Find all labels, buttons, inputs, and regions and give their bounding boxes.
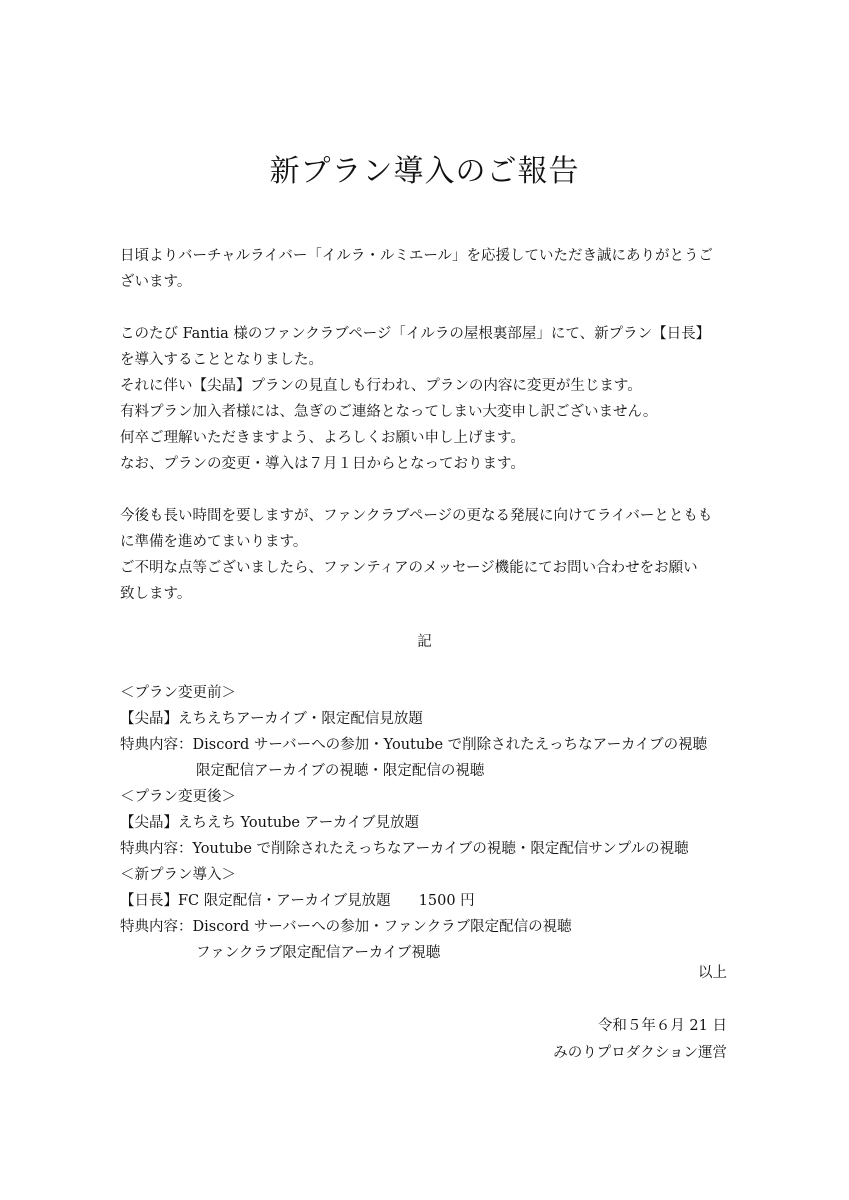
text-line: このたび Fantia 様のファンクラブページ「イルラの屋根裏部屋」にて、新プラン【日長】: [120, 326, 711, 342]
announcement-paragraph: [120, 321, 740, 477]
plan-new-header: ＜新プラン導入＞: [120, 867, 236, 883]
plan-new-price: 1500 円: [418, 893, 475, 909]
plan-before-header: ＜プラン変更前＞: [120, 685, 236, 701]
text-line: 今後も長い時間を要しますが、ファンクラブページの更なる発展に向けてライバーとともも: [120, 508, 713, 524]
greeting-paragraph: [120, 243, 740, 295]
plan-details: [120, 680, 740, 966]
organization-text: みのりプロダクション運営: [553, 1045, 727, 1061]
plan-after-name: 【尖晶】えちえち Youtube アーカイブ見放題: [120, 815, 420, 831]
plan-after-header: ＜プラン変更後＞: [120, 789, 236, 805]
closing-paragraph: [120, 503, 740, 607]
text-line: 何卒ご理解いただきますよう、よろしくお願い申し上げます。: [120, 430, 525, 446]
text-line: なお、プランの変更・導入は７月１日からとなっております。: [120, 456, 525, 472]
plan-new-name: 【日長】FC 限定配信・アーカイブ見放題: [120, 893, 391, 909]
text-line: 致します。: [120, 586, 192, 602]
text-line: 日頃よりバーチャルライバー「イルラ・ルミエール」を応援していただき誠にありがとうご: [120, 248, 714, 264]
plan-before-benefit-cont: 限定配信アーカイブの視聴・限定配信の視聴: [196, 763, 485, 779]
text-line: に準備を進めてまいります。: [120, 534, 308, 550]
text-line: を導入することとなりました。: [120, 352, 323, 368]
text-line: ご不明な点等ございましたら、ファンティアのメッセージ機能にてお問い合わせをお願い: [120, 560, 698, 576]
plan-new-benefit: 特典内容：Discord サーバーへの参加・ファンクラブ限定配信の視聴: [120, 919, 572, 935]
plan-new-benefit-cont: ファンクラブ限定配信アーカイブ視聴: [196, 945, 441, 961]
text-line: それに伴い【尖晶】プランの見直しも行われ、プランの内容に変更が生じます。: [120, 378, 642, 394]
text-line: ざいます。: [120, 274, 192, 290]
text-line: 有料プラン加入者様には、急ぎのご連絡となってしまい大変申し訳ございません。: [120, 404, 658, 420]
ki-heading: 記: [417, 634, 432, 650]
plan-new-line: [120, 888, 740, 914]
plan-before-name: 【尖晶】えちえちアーカイブ・限定配信見放題: [120, 711, 423, 727]
plan-before-benefit: 特典内容：Discord サーバーへの参加・Youtube で削除されたえっちなアーカイブの視聴: [120, 737, 708, 753]
ijo-text: 以上: [698, 965, 727, 981]
date-text: 令和５年６月 21 日: [597, 1018, 727, 1034]
plan-after-benefit: 特典内容：Youtube で削除されたえっちなアーカイブの視聴・限定配信サンプルの視聴: [120, 841, 689, 857]
page-title: 新プラン導入のご報告: [269, 154, 580, 189]
